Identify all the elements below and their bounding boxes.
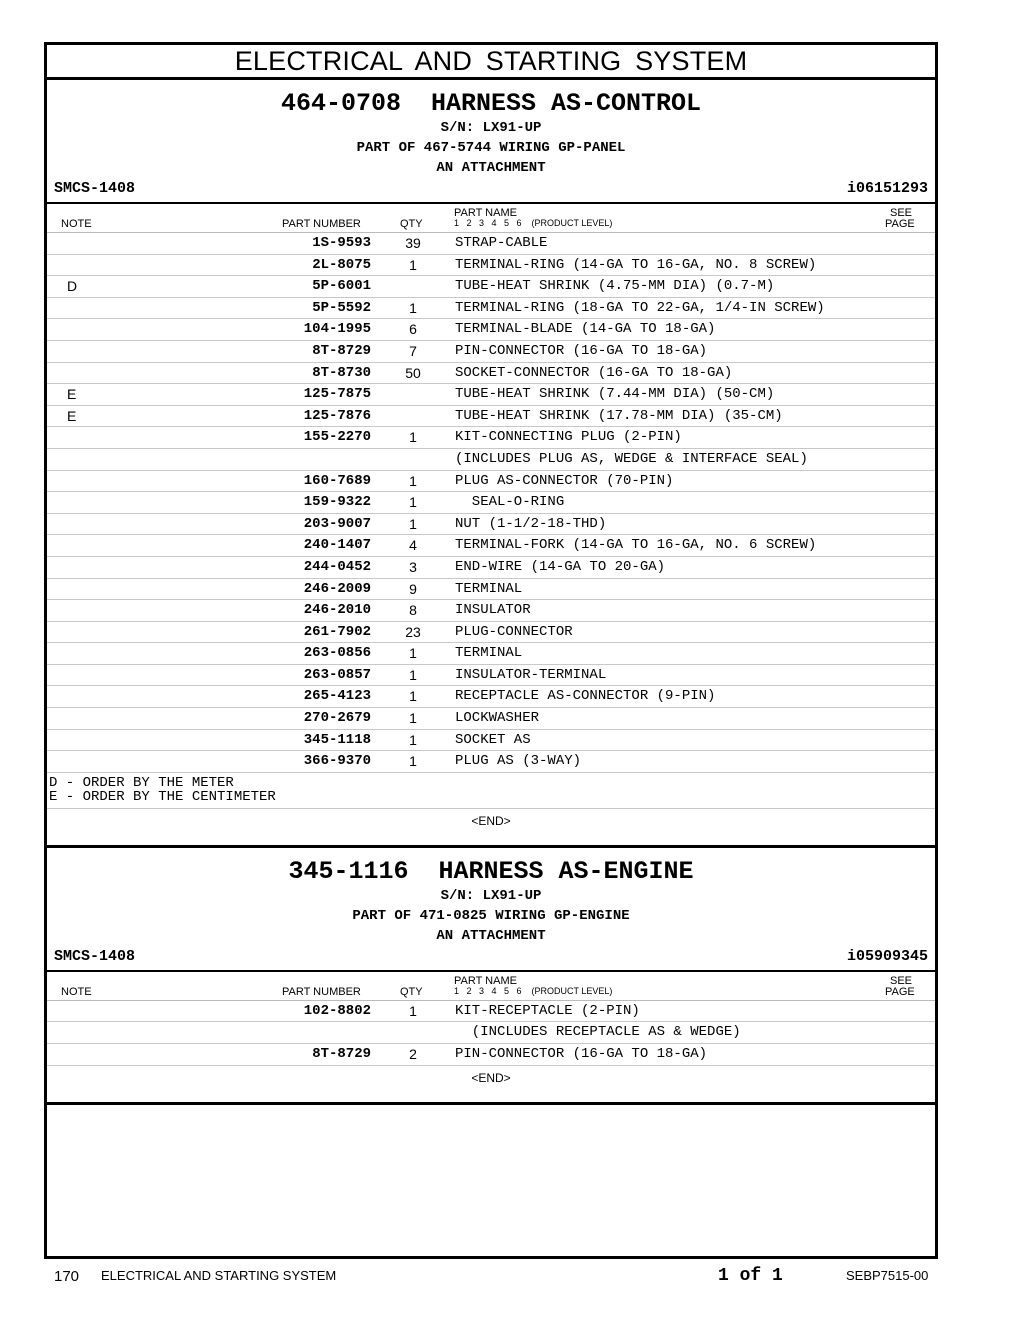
part-name-cell: TERMINAL-BLADE (14-GA TO 18-GA): [455, 321, 716, 338]
part-name-cell: NUT (1-1/2-18-THD): [455, 515, 607, 532]
see-header: SEE: [890, 207, 913, 219]
table-row: [47, 708, 935, 730]
page-header: PAGE: [885, 985, 915, 998]
part-name-cell: SOCKET-CONNECTOR (16-GA TO 18-GA): [455, 364, 733, 381]
part-number-cell: 8T-8729: [312, 342, 371, 359]
table-row: [47, 600, 935, 622]
qty-cell: 2: [409, 1046, 417, 1063]
attachment-label: AN ATTACHMENT: [436, 927, 546, 944]
part-name-cell: RECEPTACLE AS-CONNECTOR (9-PIN): [455, 688, 716, 705]
part-name-header: PART NAME: [454, 207, 517, 219]
part-number-cell: 246-2009: [303, 580, 371, 597]
table-row: [47, 363, 935, 385]
part-name-cell: KIT-CONNECTING PLUG (2-PIN): [455, 429, 682, 446]
table-row: [47, 643, 935, 665]
part-number-cell: 246-2010: [303, 602, 371, 619]
page-number: 170: [54, 1268, 80, 1285]
notes-legend: [47, 773, 935, 809]
note-header: NOTE: [61, 985, 92, 998]
part-number-cell: 104-1995: [303, 321, 371, 338]
qty-cell: 1: [409, 710, 417, 727]
part-name-cell: INSULATOR: [455, 602, 531, 619]
table-row: [47, 492, 935, 514]
page-header: PAGE: [885, 218, 915, 230]
note-line: D - ORDER BY THE METER: [49, 774, 234, 791]
part-number-cell: 125-7875: [303, 386, 371, 403]
part-number-cell: 263-0857: [303, 666, 371, 683]
table-row: [47, 557, 935, 579]
section-title: 464-0708 HARNESS AS-CONTROL: [280, 89, 702, 118]
smcs-code: SMCS-1408: [54, 180, 136, 197]
qty-cell: 8: [409, 602, 417, 619]
table-row: [47, 535, 935, 557]
part-name-cell: (INCLUDES PLUG AS, WEDGE & INTERFACE SEAL): [455, 450, 808, 467]
table-row: [47, 298, 935, 320]
parts-section: [47, 90, 935, 848]
page-title: ELECTRICAL AND STARTING SYSTEM: [47, 45, 935, 80]
qty-cell: 1: [409, 1002, 417, 1019]
part-number-cell: 8T-8729: [312, 1046, 371, 1063]
qty-cell: 6: [409, 321, 417, 338]
qty-cell: 7: [409, 342, 417, 359]
part-name-cell: PIN-CONNECTOR (16-GA TO 18-GA): [455, 342, 708, 359]
qty-cell: 9: [409, 580, 417, 597]
end-marker: <END>: [471, 813, 511, 828]
part-number-header: PART NUMBER: [282, 985, 361, 998]
part-name-cell: STRAP-CABLE: [455, 235, 548, 251]
part-number-cell: 265-4123: [303, 688, 371, 705]
table-row: [47, 449, 935, 471]
table-row: [47, 1044, 935, 1066]
qty-cell: 4: [409, 537, 417, 554]
table-row: [47, 730, 935, 752]
table-row: [47, 384, 935, 406]
table-row: [47, 665, 935, 687]
part-name-cell: (INCLUDES RECEPTACLE AS & WEDGE): [455, 1024, 741, 1041]
part-number-cell: 244-0452: [303, 558, 371, 575]
table-row: [47, 514, 935, 536]
part-number-cell: 345-1118: [303, 731, 371, 748]
part-name-cell: PIN-CONNECTOR (16-GA TO 18-GA): [455, 1046, 708, 1063]
end-marker: <END>: [471, 1070, 511, 1085]
part-number-cell: 203-9007: [303, 515, 371, 532]
note-header: NOTE: [61, 218, 92, 230]
part-name-cell: PLUG-CONNECTOR: [455, 623, 573, 640]
part-name-cell: TERMINAL: [455, 645, 523, 662]
serial-range: S/N: LX91-UP: [440, 887, 542, 904]
page-frame: [44, 42, 938, 1259]
smcs-code: SMCS-1408: [54, 947, 136, 965]
part-of: PART OF 471-0825 WIRING GP-ENGINE: [352, 907, 630, 924]
part-name-cell: SEAL-O-RING: [455, 494, 565, 511]
part-number-cell: 5P-6001: [312, 278, 371, 295]
qty-cell: 1: [409, 515, 417, 532]
part-number-cell: 159-9322: [303, 494, 371, 511]
note-cell: D: [67, 278, 78, 295]
part-number-cell: 8T-8730: [312, 364, 371, 381]
note-line: E - ORDER BY THE CENTIMETER: [49, 788, 276, 805]
part-number-cell: 1S-9593: [312, 235, 371, 251]
table-row: [47, 427, 935, 449]
table-row: [47, 233, 935, 255]
part-name-cell: TERMINAL: [455, 580, 523, 597]
part-number-cell: 270-2679: [303, 710, 371, 727]
part-number-cell: 366-9370: [303, 753, 371, 770]
parts-section: [47, 858, 935, 1105]
part-number-header: PART NUMBER: [282, 218, 361, 230]
table-row: [47, 319, 935, 341]
part-name-cell: TERMINAL-RING (14-GA TO 16-GA, NO. 8 SCREW): [455, 256, 817, 273]
part-number-cell: 263-0856: [303, 645, 371, 662]
product-level-header: 1 2 3 4 5 6 (PRODUCT LEVEL): [454, 218, 613, 228]
qty-cell: 1: [409, 299, 417, 316]
part-of: PART OF 467-5744 WIRING GP-PANEL: [356, 140, 626, 156]
part-name-cell: PLUG AS-CONNECTOR (70-PIN): [455, 472, 674, 489]
table-row: [47, 406, 935, 428]
qty-cell: 1: [409, 472, 417, 489]
table-row: [47, 255, 935, 277]
part-name-cell: TUBE-HEAT SHRINK (17.78-MM DIA) (35-CM): [455, 407, 783, 424]
part-name-cell: END-WIRE (14-GA TO 20-GA): [455, 558, 666, 575]
part-name-cell: TUBE-HEAT SHRINK (4.75-MM DIA) (0.7-M): [455, 278, 775, 295]
table-row: [47, 1022, 935, 1044]
illustration-id: i05909345: [846, 947, 928, 965]
table-row: [47, 622, 935, 644]
qty-cell: 1: [409, 645, 417, 662]
serial-range: S/N: LX91-UP: [440, 120, 542, 136]
column-header: [47, 972, 935, 1001]
part-number-cell: 102-8802: [303, 1002, 371, 1019]
qty-cell: 1: [409, 429, 417, 446]
part-number-cell: 2L-8075: [312, 256, 371, 273]
table-row: [47, 579, 935, 601]
qty-cell: 1: [409, 688, 417, 705]
part-name-cell: INSULATOR-TERMINAL: [455, 666, 607, 683]
qty-cell: 39: [405, 235, 421, 251]
part-name-cell: LOCKWASHER: [455, 710, 540, 727]
part-name-cell: SOCKET AS: [455, 731, 531, 748]
part-number-cell: 5P-5592: [312, 299, 371, 316]
qty-header: QTY: [400, 985, 423, 998]
illustration-id: i06151293: [846, 180, 928, 197]
qty-cell: 1: [409, 753, 417, 770]
part-name-cell: TUBE-HEAT SHRINK (7.44-MM DIA) (50-CM): [455, 386, 775, 403]
part-name-cell: TERMINAL-RING (18-GA TO 22-GA, 1/4-IN SCREW): [455, 299, 825, 316]
qty-cell: 3: [409, 558, 417, 575]
footer-title: ELECTRICAL AND STARTING SYSTEM: [101, 1268, 337, 1283]
part-number-cell: 261-7902: [303, 623, 371, 640]
note-cell: E: [67, 386, 77, 403]
table-row: [47, 341, 935, 363]
document-code: SEBP7515-00: [846, 1268, 929, 1283]
qty-header: QTY: [400, 218, 423, 230]
part-name-header: PART NAME: [454, 974, 517, 987]
product-level-header: 1 2 3 4 5 6 (PRODUCT LEVEL): [454, 985, 613, 996]
table-row: [47, 471, 935, 493]
part-name-cell: KIT-RECEPTACLE (2-PIN): [455, 1002, 640, 1019]
note-cell: E: [67, 407, 77, 424]
part-number-cell: 240-1407: [303, 537, 371, 554]
qty-cell: 1: [409, 731, 417, 748]
page-of: 1 of 1: [718, 1266, 783, 1286]
see-header: SEE: [890, 974, 913, 987]
part-number-cell: 160-7689: [303, 472, 371, 489]
table-row: [47, 1001, 935, 1023]
part-number-cell: 155-2270: [303, 429, 371, 446]
qty-cell: 1: [409, 666, 417, 683]
table-row: [47, 751, 935, 773]
part-name-cell: TERMINAL-FORK (14-GA TO 16-GA, NO. 6 SCREW): [455, 537, 817, 554]
qty-cell: 50: [405, 364, 421, 381]
section-title: 345-1116 HARNESS AS-ENGINE: [288, 856, 694, 886]
column-header: [47, 204, 935, 233]
table-row: [47, 276, 935, 298]
attachment-label: AN ATTACHMENT: [436, 160, 546, 176]
qty-cell: 23: [405, 623, 421, 640]
table-row: [47, 686, 935, 708]
qty-cell: 1: [409, 494, 417, 511]
part-number-cell: 125-7876: [303, 407, 371, 424]
qty-cell: 1: [409, 256, 417, 273]
part-name-cell: PLUG AS (3-WAY): [455, 753, 582, 770]
